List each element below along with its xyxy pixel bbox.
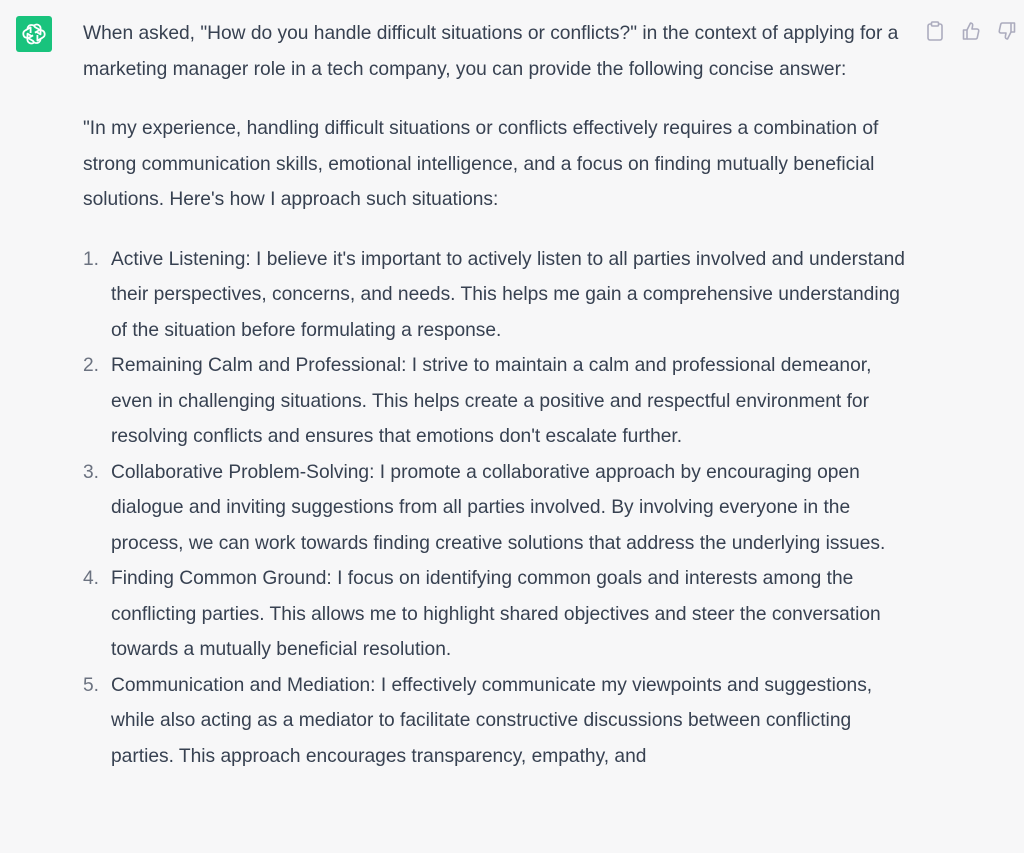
list-item-number: 5. — [83, 674, 100, 696]
thumbs-down-button[interactable] — [996, 20, 1018, 42]
list-item — [83, 348, 915, 455]
list-item-text: Active Listening: I believe it's important to actively listen to all parties involved and understand their perspectives, concerns, and needs. This helps me gain a comprehensive understanding of the situation before formulating a response. — [111, 248, 905, 341]
message-actions — [924, 20, 1018, 42]
list-item-text: Communication and Mediation: I effectively communicate my viewpoints and suggestions, while also acting as a mediator to facilitate constructive discussions between conflicting parties. This approach encourages transparency, empathy, and — [111, 674, 873, 767]
thumbs-up-button[interactable] — [960, 20, 982, 42]
list-item-text: Collaborative Problem-Solving: I promote a collaborative approach by encouraging open dialogue and inviting suggestions from all parties involved. By involving everyone in the process, we can work towards finding creative solutions that address the underlying issues. — [111, 461, 886, 554]
list-item — [83, 668, 915, 775]
thumbs-up-icon — [961, 21, 981, 41]
intro-paragraph: When asked, "How do you handle difficult situations or conflicts?" in the context of applying for a marketing manager role in a tech company, you can provide the following concise answer: — [83, 23, 899, 80]
answer-opening-paragraph: "In my experience, handling difficult situations or conflicts effectively requires a combination of strong communication skills, emotional intelligence, and a focus on finding mutually beneficial solutions. Here's how I approach such situations: — [83, 118, 879, 210]
approach-list — [83, 242, 915, 775]
list-item-text: Finding Common Ground: I focus on identifying common goals and interests among the conflicting parties. This allows me to highlight shared objectives and steer the conversation towards a mutually beneficial resolution. — [111, 568, 881, 660]
list-item — [83, 242, 915, 349]
list-item-text: Remaining Calm and Professional: I strive to maintain a calm and professional demeanor, even in challenging situations. This helps create a positive and respectful environment for resolving conflicts and ensures that emotions don't escalate further. — [111, 355, 872, 447]
clipboard-icon — [926, 21, 944, 41]
list-item-number: 2. — [83, 355, 100, 376]
thumbs-down-icon — [997, 21, 1017, 41]
copy-button[interactable] — [924, 20, 946, 42]
list-item — [83, 561, 915, 668]
openai-logo-icon — [21, 21, 47, 47]
list-item-number: 3. — [83, 461, 100, 483]
list-item — [83, 455, 915, 562]
list-item-number: 4. — [83, 568, 100, 589]
assistant-message-content — [83, 16, 915, 774]
list-item-number: 1. — [83, 248, 100, 270]
assistant-avatar — [16, 16, 52, 52]
